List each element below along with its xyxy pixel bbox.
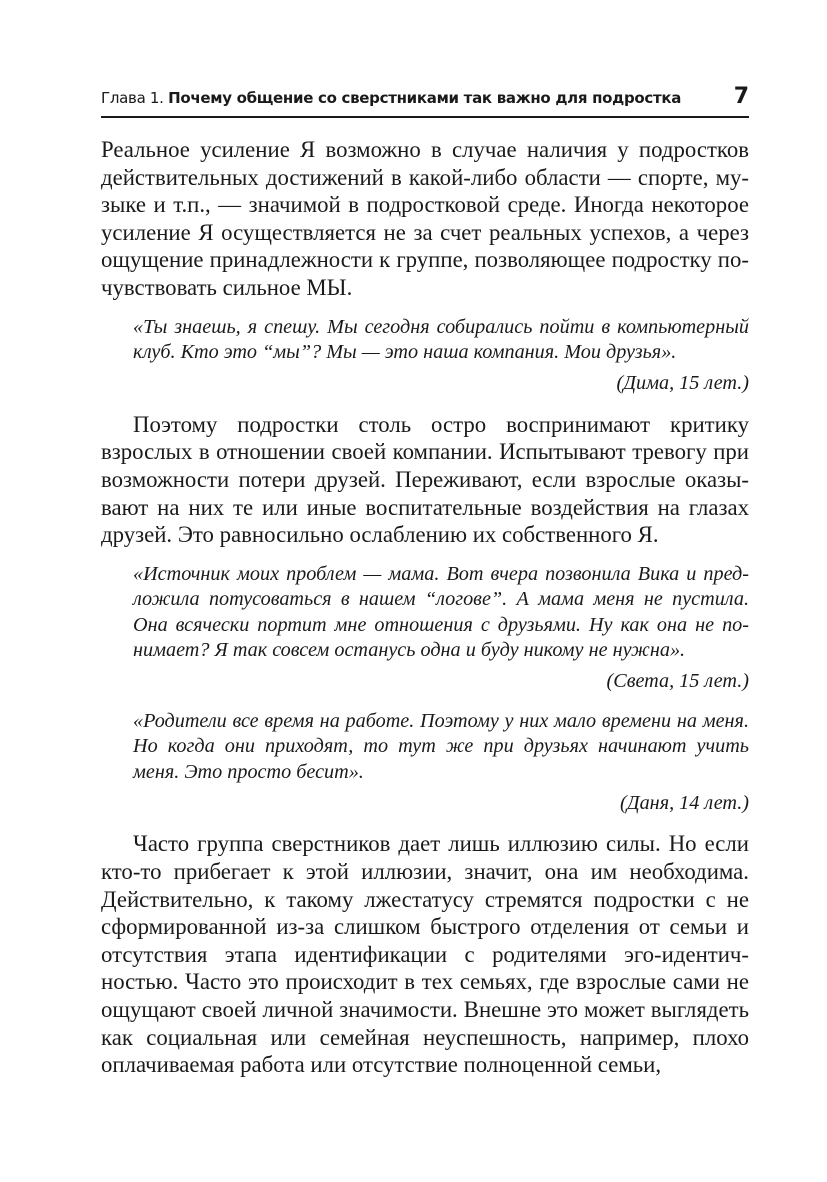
paragraph-3: Часто группа сверстников дает лишь иллюзию силы. Но если кто-то прибегает к этой иллюзии, значит, она им необходима. Действительно, к такому лжестатусу стремятся подростки с не сформированной из-за слишком быстрого отделения от семьи и отсутствия этапа идентификации с родителями эго-идентичностью. Часто это происходит в тех семьях, где взрослые сами не ощущают своей личной значимости. Внешне это может выглядеть как социальная или семейная неуспешность, например, плохо оплачиваемая работа или отсутствие полноценной семьи, xyxy=(101,831,749,1078)
quote-author: (Света, 15 лет.) xyxy=(606,670,749,693)
quote-text: «Источник моих проблем — мама. Вот вчера позвонила Вика и предложила потусоваться в нашем “логове”. А мама меня не пустила. Она всячески портит мне отношения с друзьями. Ну как она не понимает? Я так совсем останусь одна и буду никому не нужна». xyxy=(133,562,749,661)
quote-text: «Ты знаешь, я спешу. Мы сегодня собирались пойти в компьютерный клуб. Кто это “мы”? Мы — это наша компания. Мои друзья». xyxy=(133,315,749,363)
page-number: 7 xyxy=(733,84,749,109)
book-page xyxy=(101,82,749,1079)
chapter-heading xyxy=(101,89,681,107)
quote-text: «Родители все время на работе. Поэтому у них мало времени на меня. Но когда они приходят, то тут же при друзьях начинают учить меня. Это просто бесит». xyxy=(133,709,749,783)
quote-danya xyxy=(101,709,749,817)
quote-author: (Дима, 15 лет.) xyxy=(616,372,749,395)
paragraph-2: Поэтому подростки столь остро воспринимают критику взрослых в отношении своей компании. Испытывают тревогу при возможности потери друзей. Переживают, если взрослые оказывают на них те или иные воспитательные воздействия на глазах друзей. Это равносильно ослаблению их собственного Я. xyxy=(101,411,749,548)
quote-sveta xyxy=(101,562,749,695)
running-header xyxy=(101,82,749,118)
quote-author: (Даня, 14 лет.) xyxy=(620,792,749,814)
chapter-title: Почему общение со сверстниками так важно для подростка xyxy=(168,89,682,107)
quote-dima xyxy=(101,315,749,397)
paragraph-1: Реальное усиление Я возможно в случае наличия у подростков действительных достижений в какой-либо области — спорте, музыке и т.п., — значимой в подростковой среде. Иногда некоторое усиление Я осуществляется не за счет реальных успехов, а через ощущение принадлежности к группе, позволяющее подростку почувствовать сильное МЫ. xyxy=(101,137,749,300)
page-body xyxy=(101,136,749,1079)
chapter-label: Глава 1. xyxy=(101,89,169,107)
